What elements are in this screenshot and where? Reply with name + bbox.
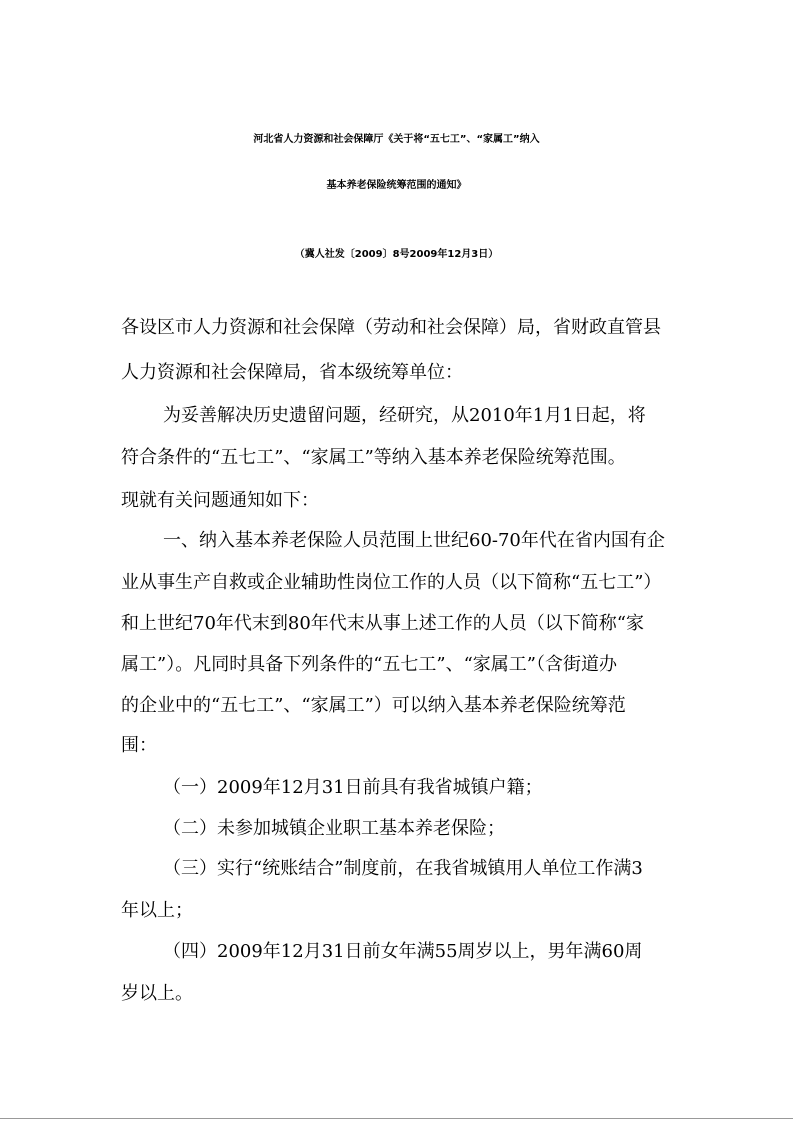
body-line: （一）2009年12月31日前具有我省城镇户籍； [163, 777, 543, 798]
body-line: （二）未参加城镇企业职工基本养老保险； [163, 818, 505, 839]
body-line: 现就有关问题通知如下： [121, 490, 319, 511]
document-title-line-1: 河北省人力资源和社会保障厅《关于将“五七工”、“家属工”纳入 [253, 134, 540, 145]
body-line: （三）实行“统账结合”制度前，在我省城镇用人单位工作满3 [163, 858, 643, 879]
body-line: 人力资源和社会保障局，省本级统筹单位： [121, 362, 463, 383]
body-line: 和上世纪70年代末到80年代末从事上述工作的人员（以下简称“家 [121, 613, 645, 634]
body-line: 属工”）。凡同时具备下列条件的“五七工”、“家属工”（含街道办 [121, 654, 618, 675]
body-line: 岁以上。 [121, 983, 193, 1004]
document-number: （冀人社发〔2009〕8号2009年12月3日） [294, 249, 499, 260]
body-line: 业从事生产自救或企业辅助性岗位工作的人员（以下简称“五七工”） [121, 572, 662, 593]
body-line: （四）2009年12月31日前女年满55周岁以上，男年满60周 [163, 941, 643, 962]
body-line: 符合条件的“五七工”、“家属工”等纳入基本养老保险统筹范围。 [121, 447, 626, 468]
body-line: 各设区市人力资源和社会保障（劳动和社会保障）局，省财政直管县 [121, 317, 661, 338]
body-line: 一、纳入基本养老保险人员范围上世纪60-70年代在省内国有企 [163, 530, 665, 551]
body-line: 年以上； [121, 900, 193, 921]
page-bottom-divider [0, 1118, 793, 1119]
document-title-line-2: 基本养老保险统筹范围的通知》 [326, 180, 467, 191]
body-line: 的企业中的“五七工”、“家属工”）可以纳入基本养老保险统筹范 [121, 695, 626, 716]
body-line: 为妥善解决历史遗留问题，经研究，从2010年1月1日起，将 [163, 405, 646, 426]
body-line: 围： [121, 735, 157, 756]
